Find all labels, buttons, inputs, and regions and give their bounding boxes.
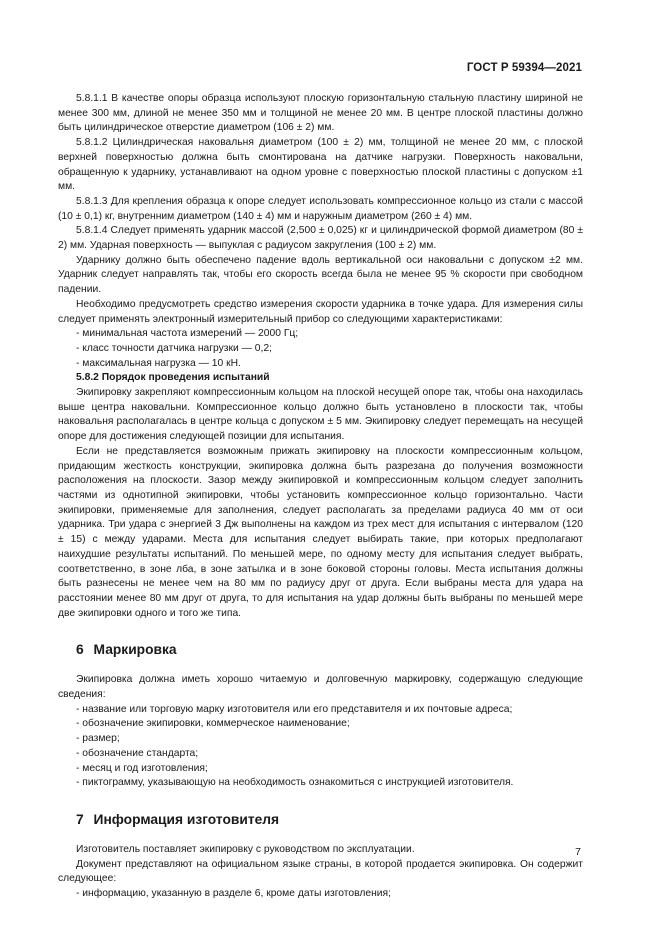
section-6-heading [76,641,583,659]
section-7-number: 7 [76,811,84,827]
paragraph-procedure-details: Если не представляется возможным прижать экипировку на плоскости компрессионным кольцом, придающим жесткость конструкции, экипировка должна быть разрезана до получения возможности расположения на плоскости. Зазор между экипировкой и компрессионным кольцом следует заполнить частями из однотипной экипировки, чтобы установить компрессионное кольцо горизонтально. Части экипировки, применяемые для заполнения, следует располагать за пределами радиуса 40 мм от оси ударника. Три удара с энергией 3 Дж выполнены на каждом из трех мест для испытания с интервалом (120 ± 15) с между ударами. Места для испытания следует выбирать такие, при которых предполагают наихудшие результаты испытаний. По меньшей мере, по одному месту для испытания следует выбрать, соответственно, в зоне лба, в зоне затылка и в зоне боковой стороны головы. Места испытания должны быть разнесены не менее чем на 80 мм по радиусу друг от друга. Если выбраны места для удара на расстоянии менее 80 мм друг от друга, то для испытания на удар должны быть выбраны по меньшей мере две экипировки одного и того же типа. [58,445,583,619]
section-7-paragraph: Изготовитель поставляет экипировку с руководством по эксплуатации. [76,843,415,855]
section-7-title: Информация изготовителя [93,811,280,827]
list-item: - информацию, указанную в разделе 6, кроме даты изготовления; [76,888,391,900]
standard-id-header: ГОСТ Р 59394—2021 [466,62,582,74]
list-item: - название или торговую марку изготовителя или его представителя и их почтовые адреса; [76,703,513,715]
list-item: - класс точности датчика нагрузки — 0,2; [76,342,272,354]
list-item: - пиктограмму, указывающую на необходимость ознакомиться с инструкцией изготовителя. [76,777,514,789]
list-item: - максимальная нагрузка — 10 кН. [76,357,241,369]
paragraph-striker-fall: Ударнику должно быть обеспечено падение вдоль вертикальной оси наковальни с допуском ±2 мм. Ударник следует направлять так, чтобы его скорость всегда была не менее 95 % скорости при свободном падении. [58,254,583,296]
paragraph-5-8-1-1: 5.8.1.1 В качестве опоры образца используют плоскую горизонтальную стальную пластину шириной не менее 300 мм, длиной не менее 350 мм и толщиной не менее 20 мм. В центре плоской пластины должно быть цилиндрическое отверстие диаметром (106 ± 2) мм. [58,93,583,134]
document-body [58,92,583,902]
list-item: - обозначение экипировки, коммерческое наименование; [76,718,350,730]
paragraph-procedure: Экипировку закрепляют компрессионным кольцом на плоской несущей опоре так, чтобы она находилась выше центра наковальни. Компрессионное кольцо должно быть установлено в плоскости так, чтобы наковальня располагалась в центре кольца с допуском ± 5 мм. Экипировку следует перемещать на несущей опоре для достижения следующей позиции для испытания. [58,387,583,443]
list-item: - размер; [76,733,120,745]
section-6-number: 6 [76,642,84,658]
section-6-title: Маркировка [93,642,177,658]
section-7-heading [76,811,583,829]
paragraph-5-8-1-4: 5.8.1.4 Следует применять ударник массой (2,500 ± 0,025) кг и цилиндрической формой диаметром (80 ± 2) мм. Ударная поверхность — выпуклая с радиусом закругления (100 ± 2) мм. [58,225,583,252]
subheading-5-8-2: 5.8.2 Порядок проведения испытаний [76,372,270,384]
paragraph-5-8-1-3: 5.8.1.3 Для крепления образца к опоре следует использовать компрессионное кольцо из стали с массой (10 ± 0,1) кг, внутренним диаметром (140 ± 4) мм и наружным диаметром (260 ± 4) мм. [58,195,583,222]
list-item: - месяц и год изготовления; [76,762,208,774]
section-6-intro: Экипировка должна иметь хорошо читаемую и долговечную маркировку, содержащую следующие сведения: [58,674,583,701]
page-number: 7 [575,846,581,858]
paragraph-5-8-1-2: 5.8.1.2 Цилиндрическая наковальня диаметром (100 ± 2) мм, толщиной не менее 20 мм, с плоской верхней поверхностью должна быть смонтирована на датчике нагрузки. Поверхность наковальни, обращенную к ударнику, устанавливают на одном уровне с поверхностью плоской пластины с допуском ±1 мм. [58,137,583,193]
list-item: - обозначение стандарта; [76,747,199,759]
list-item: - минимальная частота измерений — 2000 Гц; [76,328,299,340]
paragraph-measurement: Необходимо предусмотреть средство измерения скорости ударника в точке удара. Для измерения силы следует применять электронный измерительный прибор со следующими характеристиками: [58,298,583,325]
section-7-paragraph: Документ представляют на официальном языке страны, в которой продается экипировка. Он содержит следующее: [58,858,583,885]
